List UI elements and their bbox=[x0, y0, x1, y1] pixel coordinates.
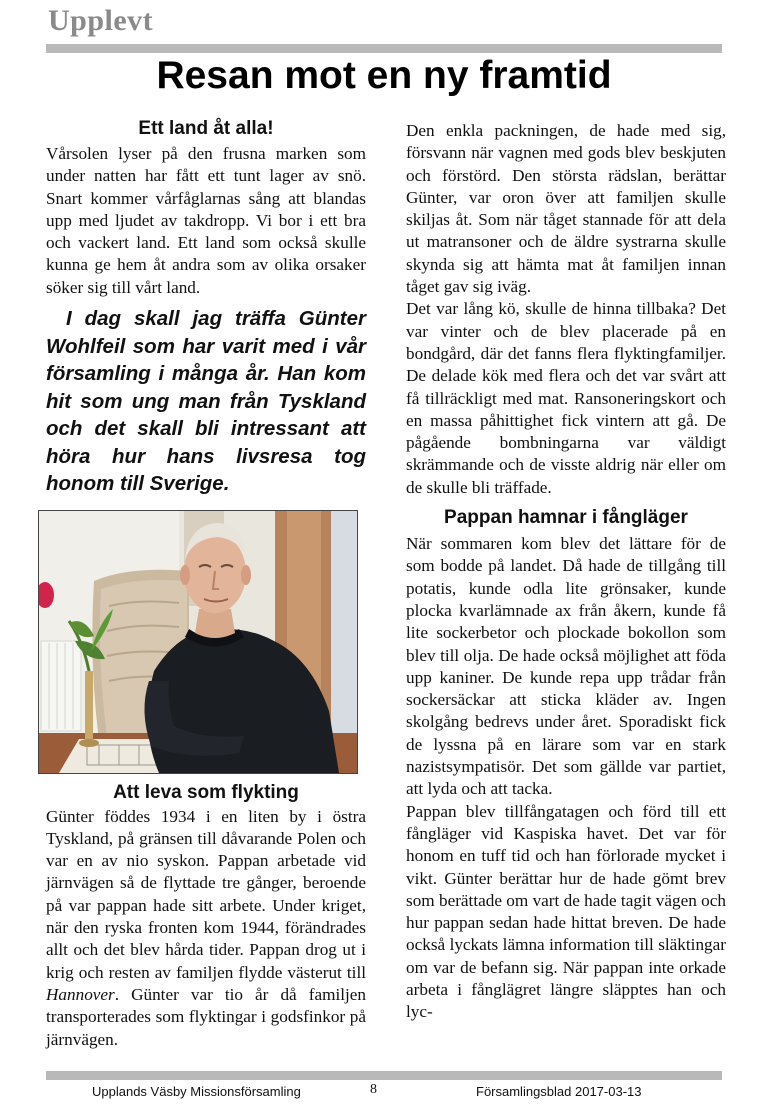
paragraph-gunter-fodd-end: . Günter var tio år då familjen transporterades som flyktingar i godsfinkor på järnvägen. bbox=[46, 984, 366, 1049]
left-column bbox=[46, 116, 366, 1051]
intro-paragraph: I dag skall jag träffa Günter Wohlfeil som har varit med i vår församling i många år. Han kom hit som ung man från Tyskland och det skall bli intressant att höra hur hans livsresa tog honom till Sverige. bbox=[46, 307, 366, 496]
top-rule bbox=[46, 44, 722, 53]
paragraph-gunter-fodd bbox=[46, 806, 366, 1051]
section-label: Upplevt bbox=[48, 4, 154, 37]
page-number: 8 bbox=[370, 1082, 377, 1097]
bottom-rule bbox=[46, 1071, 722, 1080]
portrait-photo bbox=[38, 510, 358, 774]
paragraph-fangenskap: Pappan blev tillfångatagen och förd till ett fångläger vid Kaspiska havet. Det var för honom en tuff tid och han förlorade mycket i vikt. Günter berättar hur de hade gömt brev som berättade om vart de hade tagit vägen och hur pappan sedan hade hittat breven. De hade också lyckats lämna information till släktingar om var de befann sig. När pappan inte orkade arbeta i fånglägret längre släpptes han och lyc- bbox=[406, 801, 726, 1022]
portrait-illustration bbox=[39, 511, 357, 773]
footer-organization: Upplands Väsby Missionsförsamling bbox=[92, 1084, 301, 1099]
paragraph-packningen: Den enkla packningen, de hade med sig, försvann när vagnen med gods blev beskjuten och förstörd. Den största rädslan, berättar Günter, var oron över att familjen skulle skiljas åt. Som när tåget stannade för att dela ut matransoner och de äldre systrarna skulle skynda sig att hämta mat åt familjen innan tåget gav sig iväg. bbox=[406, 121, 726, 297]
paragraph-sommaren: När sommaren kom blev det lättare för de som bodde på landet. Då hade de tillgång till potatis, kunde odla lite grönsaker, kunde plocka kvarlämnade ax från åkern, kunde få lite sockerbetor och plockade bokollon som blev till olja. De hade också möjlighet att föda upp kaniner. De kunde repa upp trådar från sockersäckar att sticka kläder av. Ingen skolgång bedrevs under året. Sporadiskt fick de lyssna på en lärare som var en stark nazistsympatisör. Det som gällde var partiet, att lyda och att tacka. bbox=[406, 534, 726, 799]
paragraph-lang-ko: Det var lång kö, skulle de hinna tillbaka? Det var vinter och de blev placerade på en bondgård, där det fanns flera flyktingfamiljer. De delade kök med flera och det var svårt att få tillräckligt med mat. Ransoneringskort och en massa påhittighet fick vintern att gå. De pågående bombningarna var väldigt skrämmande och de visste aldrig när eller om de skulle bli träffade. bbox=[406, 299, 726, 497]
footer-issue: Församlingsblad 2017-03-13 bbox=[476, 1084, 642, 1099]
right-column bbox=[406, 120, 726, 1024]
heading-ett-land: Ett land åt alla! bbox=[138, 118, 274, 139]
place-hannover: Hannover bbox=[46, 984, 115, 1004]
heading-att-leva: Att leva som flykting bbox=[113, 781, 299, 803]
paragraph-varsolen: Vårsolen lyser på den frusna marken som under natten har fått ett tunt lager av snö. Snart kommer vårfåglarnas sång att blandas upp med ljudet av takdropp. Vi bor i ett bra och vackert land. Ett land som också skulle kunna ge hem åt andra som av olika orsaker söker sig till vårt land. bbox=[46, 144, 366, 297]
heading-pappan: Pappan hamnar i fångläger bbox=[444, 507, 688, 529]
article-title: Resan mot en ny framtid bbox=[156, 54, 612, 97]
paragraph-gunter-fodd-text: Günter föddes 1934 i en liten by i östra Tyskland, på gränsen till dåvarande Polen och var en av nio syskon. Pappan arbetade vid järnvägen så de flyttade tre gånger, beroende på var pappan hade sitt arbete. Under kriget, när den ryska fronten kom 1944, förändrades allt och det blev hårda tider. Pappan drog ut i krig och resten av familjen flydde västerut till bbox=[46, 806, 366, 982]
